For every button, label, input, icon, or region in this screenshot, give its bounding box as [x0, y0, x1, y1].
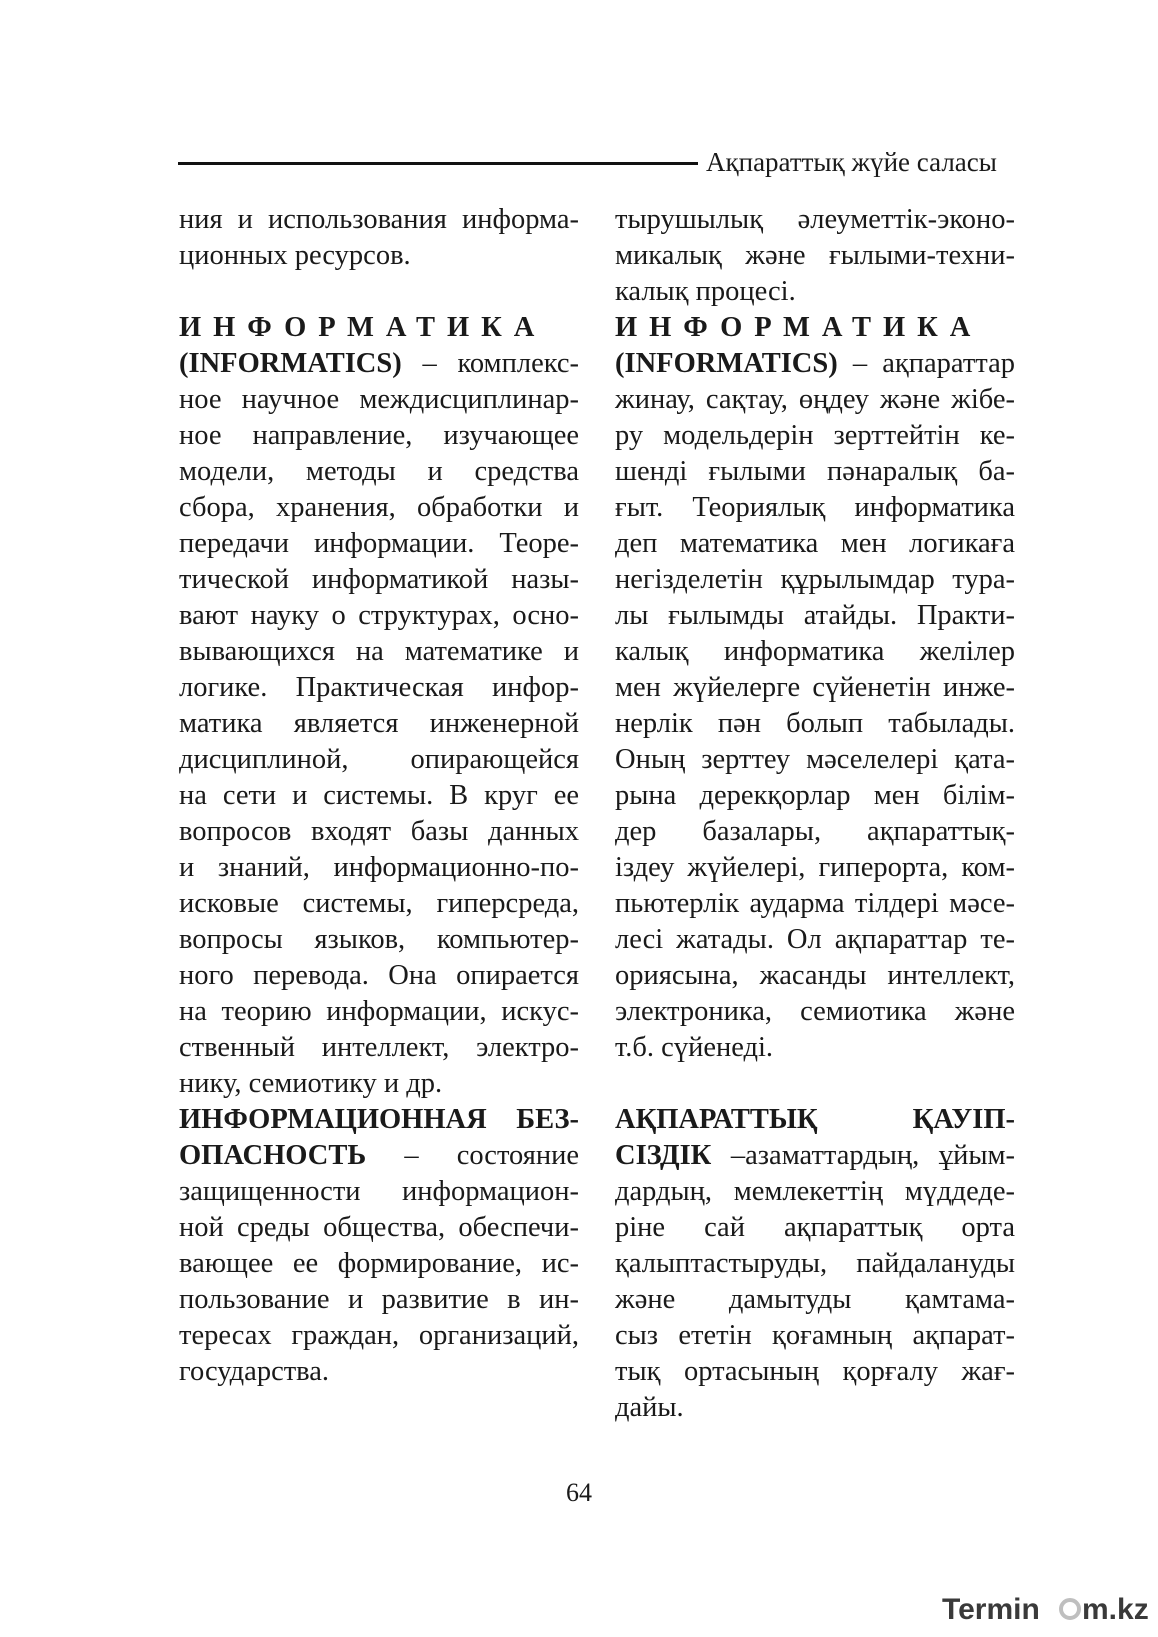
- page-number: 64: [566, 1478, 592, 1507]
- site-watermark-logo: [942, 1585, 1154, 1629]
- definition-line: пользование и развитие в ин-: [179, 1284, 579, 1315]
- entry-informatika-kk: [615, 310, 1015, 1066]
- term-heading: ИНФОРМАТИКА: [179, 312, 547, 343]
- definition-line: на теорию информации, искус-: [179, 996, 579, 1027]
- term-line: [615, 1138, 1015, 1174]
- definition-line: защищенности информацион-: [179, 1176, 579, 1207]
- definition-body: [615, 1174, 1015, 1426]
- term-heading: АҚПАРАТТЫҚ ҚАУІП-: [615, 1104, 1015, 1135]
- definition-line: нерлік пән болып табылады.: [615, 708, 1015, 739]
- definition-line: логике. Практическая инфор-: [179, 672, 579, 703]
- definition-line: Оның зерттеу мәселелері қата-: [615, 744, 1015, 775]
- term-line: [179, 1138, 579, 1174]
- term-heading-en: (INFORMATICS): [179, 348, 402, 379]
- definition-line: передачи информации. Теоре-: [179, 528, 579, 559]
- definition-body: [615, 382, 1015, 1066]
- definition-line: дайы.: [615, 1392, 684, 1423]
- term-heading-cont: СІЗДІК: [615, 1140, 712, 1171]
- definition-line: сбора, хранения, обработки и: [179, 492, 579, 523]
- term-line: [615, 346, 1015, 382]
- term-heading: ИНФОРМАТИКА: [615, 312, 983, 343]
- definition-line: и знаний, информационно-по-: [179, 852, 579, 883]
- watermark-text-prefix: Termin: [942, 1593, 1040, 1626]
- definition-line: тық ортасының қорғалу жағ-: [615, 1356, 1015, 1387]
- text-line: микалық және ғылыми-техни-: [615, 240, 1015, 271]
- paragraph-gap: [615, 1066, 1015, 1102]
- definition-line: ное направление, изучающее: [179, 420, 579, 451]
- definition-line: т.б. сүйенеді.: [615, 1032, 774, 1063]
- definition-line: исковые системы, гиперсреда,: [179, 888, 579, 919]
- entry-info-security-ru: [179, 1102, 579, 1390]
- watermark-text-suffix: m.kz: [1082, 1593, 1149, 1626]
- header-rule: [178, 162, 698, 165]
- definition-line: іздеу жүйелері, гиперорта, ком-: [615, 852, 1015, 883]
- definition-line: модели, методы и средства: [179, 456, 579, 487]
- definition-line: вающее ее формирование, ис-: [179, 1248, 579, 1279]
- term-heading: ИНФОРМАЦИОННАЯ БЕЗ-: [179, 1104, 579, 1135]
- definition-line: вопросов входят базы данных: [179, 816, 579, 847]
- text-line: калық процесі.: [615, 276, 796, 307]
- definition-line: лы ғылымды атайды. Практи-: [615, 600, 1015, 631]
- term-heading-cont: ОПАСНОСТЬ: [179, 1140, 367, 1171]
- definition-line: ру модельдерін зерттейтін ке-: [615, 420, 1015, 451]
- watermark-o-icon: [1061, 1600, 1079, 1618]
- text-line: ционных ресурсов.: [179, 240, 411, 271]
- term-heading-en: (INFORMATICS): [615, 348, 838, 379]
- definition-line: ғыт. Теориялық информатика: [615, 492, 1015, 523]
- definition-line: дисциплиной, опирающейся: [179, 744, 579, 775]
- definition-line: және дамытуды қамтама-: [615, 1284, 1015, 1315]
- right-column: [615, 202, 1015, 1426]
- definition-line: ное научное междисциплинар-: [179, 384, 579, 415]
- definition-line: деп математика мен логикаға: [615, 528, 1015, 559]
- definition-line: ного перевода. Она опирается: [179, 960, 579, 991]
- definition-line: дардың, мемлекеттің мүддеде-: [615, 1176, 1015, 1207]
- definition-start: –азаматтардың, ұйым-: [711, 1140, 1015, 1171]
- text-line: ния и использования информа-: [179, 204, 579, 235]
- definition-line: лесі жатады. Ол ақпараттар те-: [615, 924, 1015, 955]
- text-line: тырушылық әлеуметтік-эконо-: [615, 204, 1015, 235]
- definition-line: ориясына, жасанды интеллект,: [615, 960, 1015, 991]
- definition-line: тической информатикой назы-: [179, 564, 579, 595]
- definition-line: вают науку о структурах, осно-: [179, 600, 579, 631]
- definition-line: тересах граждан, организаций,: [179, 1320, 579, 1351]
- definition-line: электроника, семиотика және: [615, 996, 1015, 1027]
- definition-line: негізделетін құрылымдар тура-: [615, 564, 1015, 595]
- definition-line: матика является инженерной: [179, 708, 579, 739]
- definition-body: [179, 382, 579, 1102]
- definition-line: калық информатика желілер: [615, 636, 1015, 667]
- definition-line: мен жүйелерге сүйенетін инже-: [615, 672, 1015, 703]
- definition-line: ной среды общества, обеспечи-: [179, 1212, 579, 1243]
- definition-line: пьютерлік аударма тілдері мәсе-: [615, 888, 1015, 919]
- definition-start: – комплекс-: [401, 348, 579, 379]
- definition-line: нику, семиотику и др.: [179, 1068, 443, 1099]
- paragraph-gap: [179, 274, 579, 310]
- running-head: Ақпараттық жүйе саласы: [706, 147, 997, 177]
- left-column: [179, 202, 579, 1390]
- watermark-icon: [942, 1585, 1154, 1629]
- entry-informatika-ru: [179, 310, 579, 1102]
- definition-line: дер базалары, ақпараттық-: [615, 816, 1015, 847]
- definition-line: рына дерекқорлар мен білім-: [615, 780, 1015, 811]
- definition-line: ственный интеллект, электро-: [179, 1032, 579, 1063]
- term-line: [179, 346, 579, 382]
- definition-line: қалыптастыруды, пайдалануды: [615, 1248, 1015, 1279]
- definition-line: государства.: [179, 1356, 330, 1387]
- definition-start: – состояние: [366, 1140, 579, 1171]
- definition-line: на сети и системы. В круг ее: [179, 780, 579, 811]
- definition-line: вопросы языков, компьютер-: [179, 924, 579, 955]
- definition-line: шенді ғылыми пәнаралық ба-: [615, 456, 1015, 487]
- definition-line: сыз ететін қоғамның ақпарат-: [615, 1320, 1015, 1351]
- definition-line: вывающихся на математике и: [179, 636, 579, 667]
- entry-info-security-kk: [615, 1102, 1015, 1426]
- definition-line: ріне сай ақпараттық орта: [615, 1212, 1015, 1243]
- definition-body: [179, 1174, 579, 1390]
- definition-start: – ақпараттар: [837, 348, 1015, 379]
- definition-line: жинау, сақтау, өңдеу және жібе-: [615, 384, 1015, 415]
